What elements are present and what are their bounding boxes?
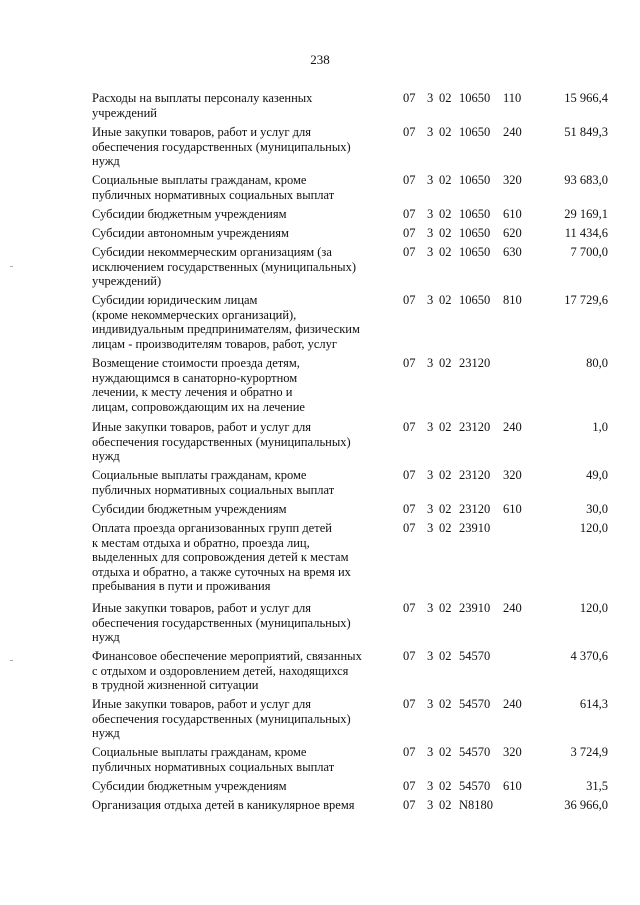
row-amount: 36 966,0 xyxy=(564,798,608,812)
row-amount: 17 729,6 xyxy=(564,293,608,307)
code-part: 10650 xyxy=(459,91,491,105)
code-part: 3 xyxy=(427,245,434,259)
row-name: Расходы на выплаты персоналу казенных учреждений xyxy=(92,91,313,120)
code-part: 07 xyxy=(403,125,416,139)
code-part: 3 xyxy=(427,779,434,793)
code-part: 07 xyxy=(403,601,416,615)
margin-mark xyxy=(10,266,13,267)
code-part: 02 xyxy=(439,745,452,759)
code-part: 54570 xyxy=(459,697,491,711)
code-part: 02 xyxy=(439,468,452,482)
code-part: 07 xyxy=(403,521,416,535)
row-expense-type: 240 xyxy=(503,420,522,434)
row-name: Иные закупки товаров, работ и услуг для обеспечения государственных (муниципальных) нужд xyxy=(92,125,351,169)
code-part: 02 xyxy=(439,207,452,221)
row-expense-type: 320 xyxy=(503,745,522,759)
code-part: 23910 xyxy=(459,601,491,615)
row-name: Иные закупки товаров, работ и услуг для обеспечения государственных (муниципальных) нужд xyxy=(92,601,351,645)
row-expense-type: 240 xyxy=(503,601,522,615)
row-amount: 120,0 xyxy=(579,601,608,615)
code-part: 23120 xyxy=(459,420,491,434)
code-part: 3 xyxy=(427,173,434,187)
row-expense-type: 630 xyxy=(503,245,522,259)
code-part: 3 xyxy=(427,207,434,221)
code-part: 02 xyxy=(439,91,452,105)
row-name: Социальные выплаты гражданам, кроме публичных нормативных социальных выплат xyxy=(92,468,335,497)
row-amount: 7 700,0 xyxy=(570,245,608,259)
row-name: Социальные выплаты гражданам, кроме публичных нормативных социальных выплат xyxy=(92,745,335,774)
row-expense-type: 610 xyxy=(503,207,522,221)
row-expense-type: 610 xyxy=(503,779,522,793)
code-part: 23120 xyxy=(459,356,491,370)
row-amount: 80,0 xyxy=(586,356,608,370)
row-expense-type: 110 xyxy=(503,91,522,105)
row-code xyxy=(403,502,507,517)
row-code xyxy=(403,420,507,435)
row-code xyxy=(403,649,507,664)
code-part: 02 xyxy=(439,245,452,259)
code-part: 54570 xyxy=(459,649,491,663)
row-name: Оплата проезда организованных групп детей к местам отдыха и обратно, проезда лиц, выделенных для сопровождения детей к местам отдыха и обратно, а также суточных на время их пребывания в пути и проживания xyxy=(92,521,351,594)
row-name: Субсидии юридическим лицам (кроме некоммерческих организаций), индивидуальным предпринимателям, физическим лицам - производителям товаров, работ, услуг xyxy=(92,293,360,351)
code-part: 07 xyxy=(403,502,416,516)
code-part: 02 xyxy=(439,125,452,139)
code-part: 07 xyxy=(403,779,416,793)
code-part: 54570 xyxy=(459,745,491,759)
code-part: 54570 xyxy=(459,779,491,793)
row-name: Субсидии бюджетным учреждениям xyxy=(92,779,287,793)
row-code xyxy=(403,468,507,483)
row-name: Субсидии бюджетным учреждениям xyxy=(92,502,287,516)
row-amount: 15 966,4 xyxy=(564,91,608,105)
row-code xyxy=(403,207,507,222)
code-part: 3 xyxy=(427,356,434,370)
code-part: 02 xyxy=(439,649,452,663)
code-part: 07 xyxy=(403,356,416,370)
code-part: 3 xyxy=(427,226,434,240)
row-amount: 11 434,6 xyxy=(564,226,608,240)
code-part: 02 xyxy=(439,420,452,434)
code-part: 07 xyxy=(403,91,416,105)
row-amount: 120,0 xyxy=(579,521,608,535)
row-expense-type: 810 xyxy=(503,293,522,307)
code-part: 02 xyxy=(439,521,452,535)
code-part: 07 xyxy=(403,798,416,812)
code-part: 10650 xyxy=(459,125,491,139)
row-code xyxy=(403,697,507,712)
code-part: 3 xyxy=(427,601,434,615)
code-part: 10650 xyxy=(459,226,491,240)
row-name: Иные закупки товаров, работ и услуг для обеспечения государственных (муниципальных) нужд xyxy=(92,420,351,464)
code-part: 3 xyxy=(427,745,434,759)
code-part: 02 xyxy=(439,798,452,812)
code-part: 02 xyxy=(439,226,452,240)
row-code xyxy=(403,521,507,536)
row-amount: 29 169,1 xyxy=(564,207,608,221)
row-name: Социальные выплаты гражданам, кроме публичных нормативных социальных выплат xyxy=(92,173,335,202)
row-code xyxy=(403,125,507,140)
code-part: 3 xyxy=(427,798,434,812)
row-expense-type: 620 xyxy=(503,226,522,240)
code-part: 23120 xyxy=(459,468,491,482)
row-amount: 93 683,0 xyxy=(564,173,608,187)
code-part: 07 xyxy=(403,420,416,434)
code-part: N8180 xyxy=(459,798,494,812)
code-part: 07 xyxy=(403,745,416,759)
row-amount: 31,5 xyxy=(586,779,608,793)
code-part: 3 xyxy=(427,293,434,307)
row-amount: 4 370,6 xyxy=(570,649,608,663)
row-name: Финансовое обеспечение мероприятий, связанных с отдыхом и оздоровлением детей, находящихся в трудной жизненной ситуации xyxy=(92,649,362,693)
row-expense-type: 240 xyxy=(503,697,522,711)
code-part: 3 xyxy=(427,521,434,535)
row-code xyxy=(403,779,507,794)
code-part: 07 xyxy=(403,245,416,259)
row-amount: 30,0 xyxy=(586,502,608,516)
row-name: Субсидии автономным учреждениям xyxy=(92,226,289,240)
row-code xyxy=(403,173,507,188)
code-part: 07 xyxy=(403,649,416,663)
row-code xyxy=(403,745,507,760)
margin-mark xyxy=(10,660,13,661)
code-part: 02 xyxy=(439,601,452,615)
row-code xyxy=(403,91,507,106)
row-code xyxy=(403,356,507,371)
code-part: 02 xyxy=(439,173,452,187)
code-part: 10650 xyxy=(459,245,491,259)
code-part: 3 xyxy=(427,125,434,139)
code-part: 07 xyxy=(403,468,416,482)
code-part: 07 xyxy=(403,293,416,307)
row-amount: 49,0 xyxy=(586,468,608,482)
row-code xyxy=(403,226,507,241)
code-part: 3 xyxy=(427,91,434,105)
code-part: 02 xyxy=(439,356,452,370)
row-code xyxy=(403,245,507,260)
row-code xyxy=(403,798,507,813)
code-part: 02 xyxy=(439,779,452,793)
code-part: 07 xyxy=(403,226,416,240)
row-amount: 3 724,9 xyxy=(570,745,608,759)
code-part: 02 xyxy=(439,502,452,516)
row-amount: 614,3 xyxy=(579,697,608,711)
code-part: 02 xyxy=(439,697,452,711)
row-name: Организация отдыха детей в каникулярное время xyxy=(92,798,355,812)
code-part: 02 xyxy=(439,293,452,307)
row-name: Субсидии некоммерческим организациям (за исключением государственных (муниципальных) учреждений) xyxy=(92,245,356,289)
row-expense-type: 610 xyxy=(503,502,522,516)
code-part: 3 xyxy=(427,649,434,663)
code-part: 07 xyxy=(403,207,416,221)
row-name: Возмещение стоимости проезда детям, нуждающимся в санаторно-курортном лечении, к месту лечения и обратно и лицам, сопровождающим их на лечение xyxy=(92,356,305,414)
row-name: Иные закупки товаров, работ и услуг для обеспечения государственных (муниципальных) нужд xyxy=(92,697,351,741)
page-number: 238 xyxy=(310,52,330,67)
row-amount: 51 849,3 xyxy=(564,125,608,139)
row-code xyxy=(403,293,507,308)
code-part: 3 xyxy=(427,697,434,711)
code-part: 10650 xyxy=(459,173,491,187)
row-expense-type: 320 xyxy=(503,468,522,482)
code-part: 07 xyxy=(403,697,416,711)
code-part: 3 xyxy=(427,468,434,482)
code-part: 23910 xyxy=(459,521,491,535)
code-part: 10650 xyxy=(459,293,491,307)
row-code xyxy=(403,601,507,616)
code-part: 07 xyxy=(403,173,416,187)
row-name: Субсидии бюджетным учреждениям xyxy=(92,207,287,221)
code-part: 3 xyxy=(427,502,434,516)
row-amount: 1,0 xyxy=(592,420,608,434)
code-part: 23120 xyxy=(459,502,491,516)
code-part: 10650 xyxy=(459,207,491,221)
code-part: 3 xyxy=(427,420,434,434)
row-expense-type: 240 xyxy=(503,125,522,139)
row-expense-type: 320 xyxy=(503,173,522,187)
